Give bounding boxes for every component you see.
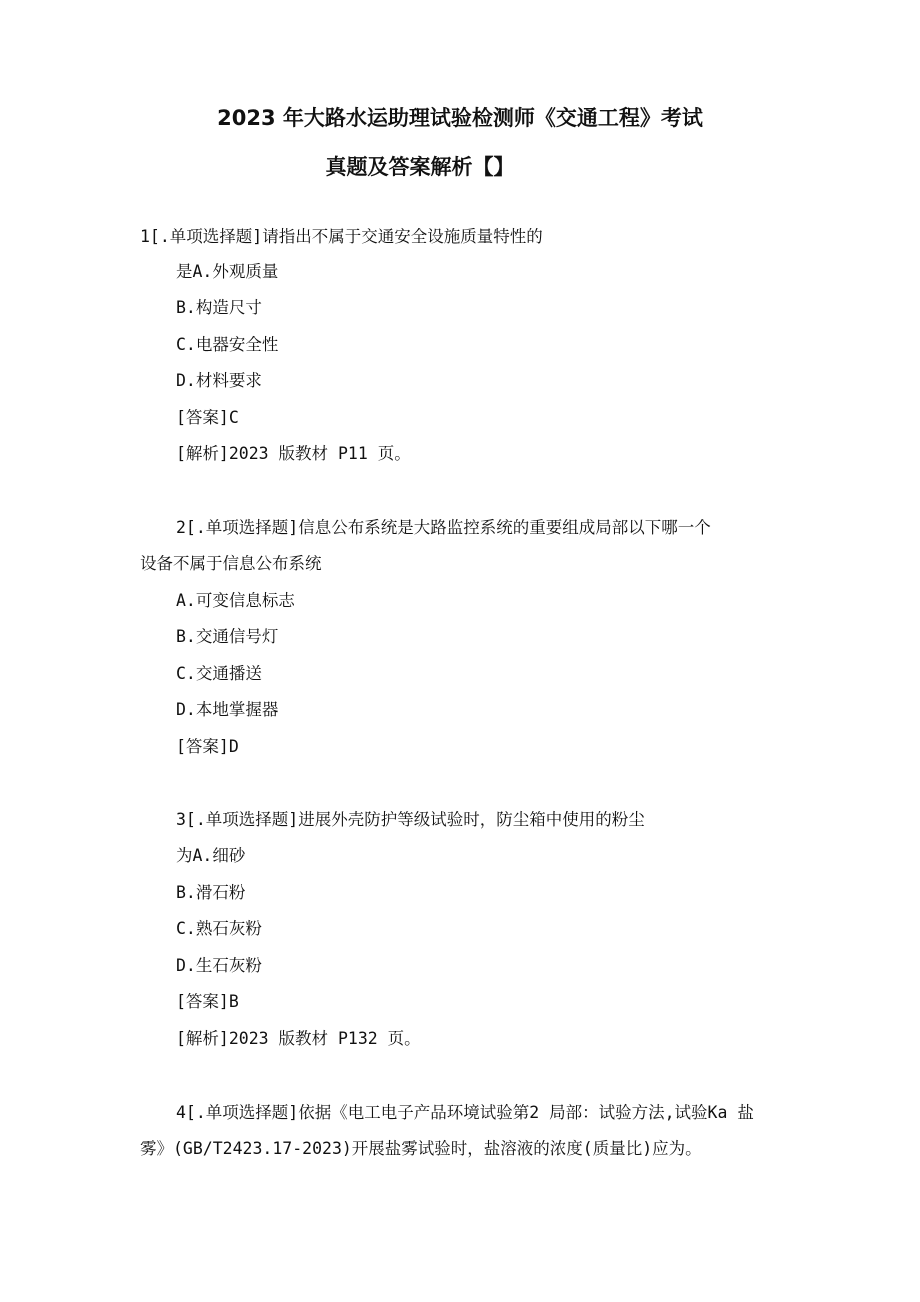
question-1-stem-cont: 是A.外观质量 — [176, 262, 279, 281]
question-2-option-b: B.交通信号灯 — [176, 627, 279, 646]
question-1-analysis: [解析]2023 版教材 P11 页。 — [176, 444, 411, 463]
question-1-answer: [答案]C — [176, 408, 239, 427]
question-2-stem-cont: 设备不属于信息公布系统 — [140, 554, 322, 573]
question-2-answer: [答案]D — [176, 737, 239, 756]
question-3-stem: 3[.单项选择题]进展外壳防护等级试验时，防尘箱中使用的粉尘 — [176, 810, 645, 829]
question-3-answer: [答案]B — [176, 992, 239, 1011]
question-1-option-c: C.电器安全性 — [176, 335, 279, 354]
question-2-stem: 2[.单项选择题]信息公布系统是大路监控系统的重要组成局部以下哪一个 — [176, 518, 711, 537]
document-title-line-1: 2023 年大路水运助理试验检测师《交通工程》考试 — [217, 106, 703, 130]
question-1-option-d: D.材料要求 — [176, 371, 262, 390]
question-4-stem: 4[.单项选择题]依据《电工电子产品环境试验第2 局部：试验方法,试验Ka 盐 — [176, 1103, 754, 1122]
question-3-option-d: D.生石灰粉 — [176, 956, 262, 975]
question-3-stem-cont: 为A.细砂 — [176, 846, 246, 865]
question-1-option-b: B.构造尺寸 — [176, 298, 262, 317]
question-3-analysis: [解析]2023 版教材 P132 页。 — [176, 1029, 421, 1048]
document-title-line-2: 真题及答案解析【】 — [325, 155, 515, 179]
question-3-option-c: C.熟石灰粉 — [176, 919, 262, 938]
question-4-stem-cont: 雾》(GB/T2423.17-2023)开展盐雾试验时，盐溶液的浓度(质量比)应为。 — [140, 1139, 702, 1158]
question-1-stem: 1[.单项选择题]请指出不属于交通安全设施质量特性的 — [140, 227, 543, 246]
question-3-option-b: B.滑石粉 — [176, 883, 246, 902]
question-2-option-a: A.可变信息标志 — [176, 591, 295, 610]
question-2-option-d: D.本地掌握器 — [176, 700, 279, 719]
question-2-option-c: C.交通播送 — [176, 664, 262, 683]
